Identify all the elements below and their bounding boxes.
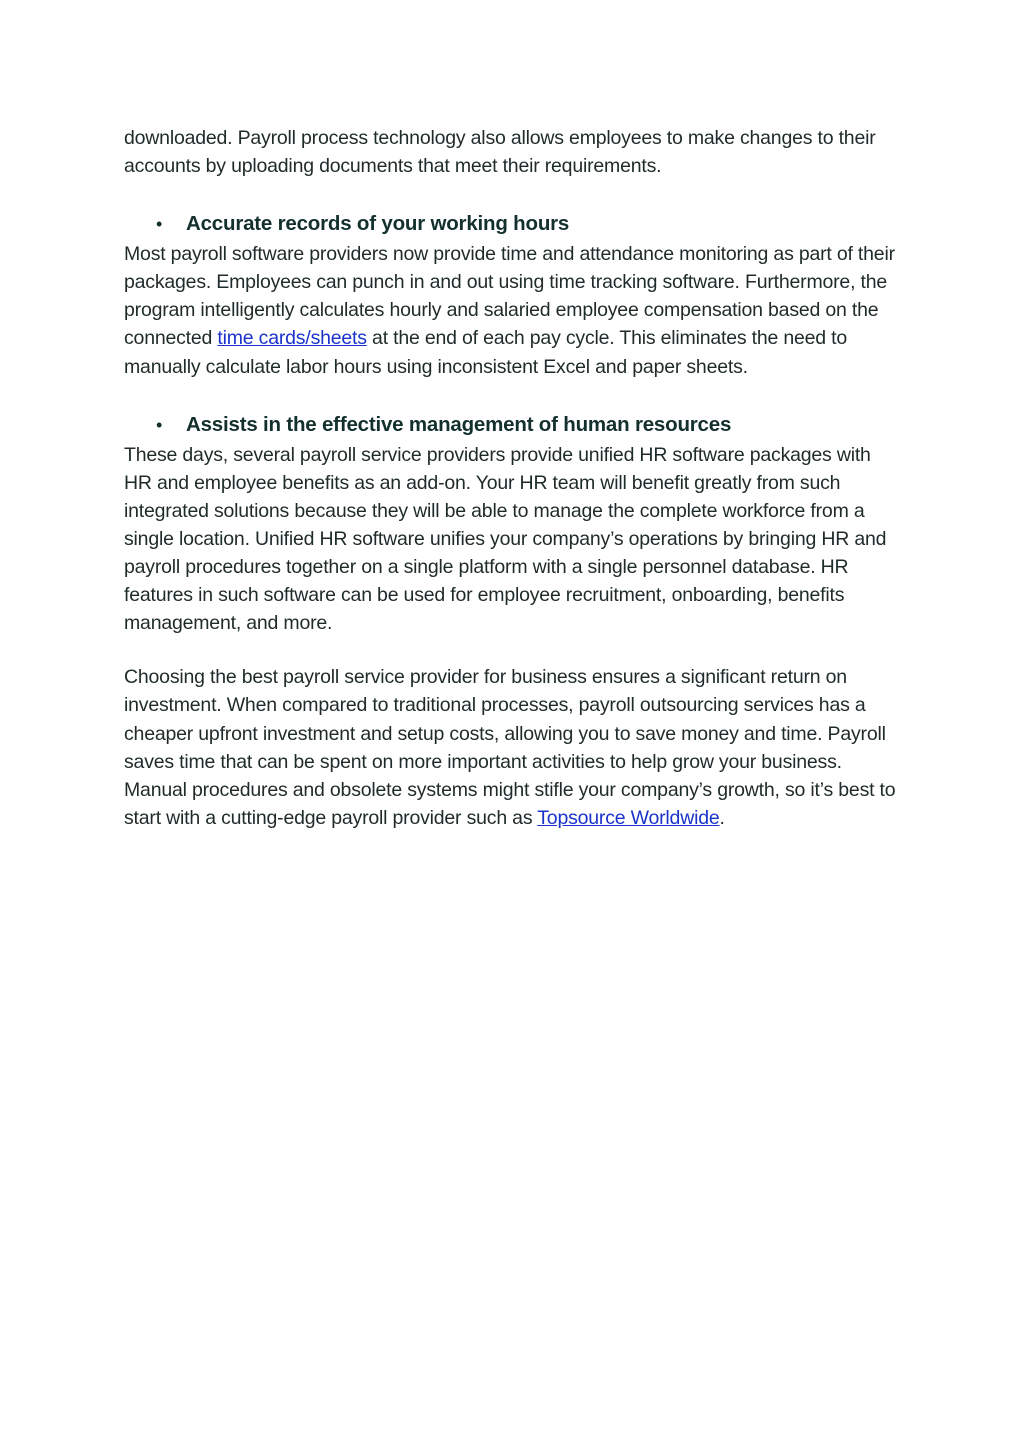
section-heading-human-resources xyxy=(124,409,899,441)
bullet-icon: • xyxy=(156,214,163,235)
paragraph-text: Choosing the best payroll service provider for business ensures a significant return on investment. When compared to traditional processes, payroll outsourcing services has a cheaper upfront investment and setup costs, allowing you to save money and time. Payroll saves time that can be spent on more important activities to help grow your business. Manual procedures and obsolete systems might stifle your company’s growth, so it’s best to start with a cutting-edge payroll provider such as xyxy=(124,666,896,829)
paragraph-text: at the end of each pay cycle. This eliminates the need to manually calculate labor hours using inconsistent Excel and paper sheets. xyxy=(124,327,848,378)
bullet-icon: • xyxy=(156,414,163,435)
section-heading-text: Assists in the effective management of human resources xyxy=(186,412,732,436)
section-heading-text: Accurate records of your working hours xyxy=(186,212,570,236)
document-page xyxy=(124,124,899,832)
intro-paragraph: downloaded. Payroll process technology also allows employees to make changes to their accounts by uploading documents that meet their requirements. xyxy=(124,127,876,178)
spacer xyxy=(124,180,899,208)
conclusion-paragraph xyxy=(124,663,899,832)
working-hours-paragraph xyxy=(124,240,899,380)
topsource-worldwide-link[interactable]: Topsource Worldwide xyxy=(537,806,720,829)
spacer xyxy=(124,637,899,663)
paragraph-text: . xyxy=(719,806,725,829)
human-resources-paragraph: These days, several payroll service providers provide unified HR software packages with HR and employee benefits as an add-on. Your HR team will benefit greatly from such integrated solutions because they will be able to manage the complete workforce from a single location. Unified HR software unifies your company’s operations by bringing HR and payroll procedures together on a single platform with a single personnel database. HR features in such software can be used for employee recruitment, onboarding, benefits management, and more. xyxy=(124,443,887,635)
paragraph-text: Most payroll software providers now provide time and attendance monitoring as part of their packages. Employees can punch in and out using time tracking software. Furthermore, the program intelligently calculates hourly and salaried employee compensation based on the connected xyxy=(124,243,895,350)
time-cards-link[interactable]: time cards/sheets xyxy=(217,327,367,350)
spacer xyxy=(124,381,899,409)
section-heading-working-hours xyxy=(124,208,899,240)
